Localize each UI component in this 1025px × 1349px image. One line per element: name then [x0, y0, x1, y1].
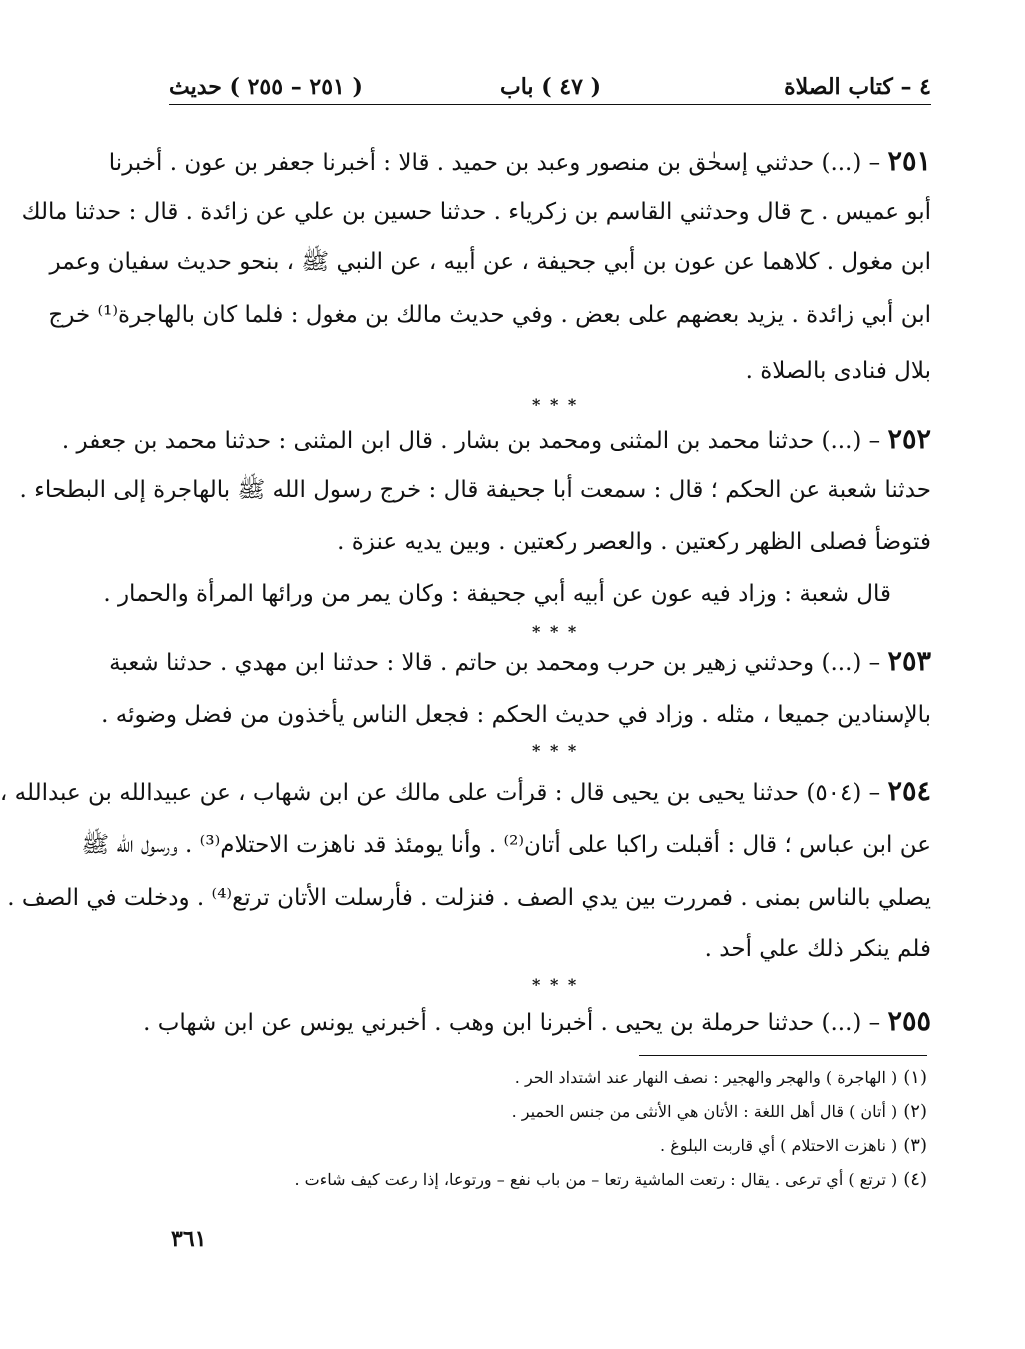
footnote: [169, 1164, 927, 1196]
page-number: ٣٦١: [171, 1226, 207, 1252]
footnote: [169, 1062, 927, 1094]
footnote-rule: [639, 1055, 927, 1056]
footnote-text: ( الهاجرة ) والهجر والهجير : نصف النهار عند اشتداد الحر .: [514, 1068, 898, 1087]
footnote: [169, 1096, 927, 1128]
header-rule: [169, 104, 931, 105]
text-line: ابن مغول . كلاهما عن عون بن أبي جحيفة ، عن أبيه ، عن النبي ﷺ ، بنحو حديث سفيان وعمر: [49, 249, 931, 275]
footnote-text: ( ترتع ) أي ترعى . يقال : رتعت الماشية رتعا – من باب نفع – ورتوعا، إذا رعت كيف شاءت .: [294, 1170, 898, 1189]
line-text: – (...) حدثني إسحٰق بن منصور وعبد بن حميد . قالا : أخبرنا جعفر بن عون . أخبرنا: [108, 150, 881, 176]
footnote-text: ( أتان ) قال أهل اللغة : الأتان هي الأنثى من جنس الحمير .: [511, 1102, 898, 1121]
hadith-number: ٢٥٤: [887, 776, 931, 807]
separator-stars: * * *: [532, 975, 579, 994]
separator-stars: * * *: [532, 741, 579, 760]
chapter-label: ( ٤٧ ) باب: [500, 74, 601, 100]
text-line: فلم ينكر ذلك علي أحد .: [704, 936, 931, 962]
footnote-number: (٤): [903, 1169, 927, 1190]
separator-stars: * * *: [532, 622, 579, 641]
line-text: – (...) وحدثني زهير بن حرب ومحمد بن حاتم . قالا : حدثنا ابن مهدي . حدثنا شعبة: [109, 650, 881, 676]
text-line: [108, 140, 931, 184]
line-text: – (...) حدثنا حرملة بن يحيى . أخبرنا ابن وهب . أخبرني يونس عن ابن شهاب .: [143, 1010, 881, 1036]
line-text: – (٥٠٤) حدثنا يحيى بن يحيى قال : قرأت على مالك عن ابن شهاب ، عن عبيدالله بن عبدالله ،: [0, 780, 881, 806]
text-line: بالإسنادين جميعا ، مثله . وزاد في حديث الحكم : فجعل الناس يأخذون من فضل وضوئه .: [101, 702, 931, 728]
text-line: حدثنا شعبة عن الحكم ؛ قال : سمعت أبا جحيفة قال : خرج رسول الله ﷺ بالهاجرة إلى البطحاء .: [19, 477, 931, 503]
text-line: قال شعبة : وزاد فيه عون عن أبيه أبي جحيفة : وكان يمر من ورائها المرأة والحمار .: [103, 581, 891, 607]
hadith-range: ( ٢٥١ – ٢٥٥ ) حديث: [169, 74, 363, 100]
line-text: – (...) حدثنا محمد بن المثنى ومحمد بن بشار . قال ابن المثنى : حدثنا محمد بن جعفر .: [61, 428, 881, 454]
text-line: عن ابن عباس ؛ قال : أقبلت راكبا على أتان⁽²⁾ . وأنا يومئذ قد ناهزت الاحتلام⁽³⁾ . ورسول الله ﷺ: [81, 832, 931, 858]
text-line: فتوضأ فصلى الظهر ركعتين . والعصر ركعتين . وبين يديه عنزة .: [337, 529, 931, 555]
text-line: [0, 770, 931, 814]
text-line: [109, 640, 931, 684]
footnote-number: (٢): [903, 1101, 927, 1122]
hadith-number: ٢٥٥: [887, 1006, 931, 1037]
book-title: ٤ – كتاب الصلاة: [784, 74, 931, 100]
running-header: [169, 74, 931, 104]
text-line: يصلي بالناس بمنى . فمررت بين يدي الصف . فنزلت . فأرسلت الأتان ترتع⁽⁴⁾ . ودخلت في الصف .: [7, 885, 931, 911]
text-line: بلال فنادى بالصلاة .: [745, 358, 931, 384]
hadith-number: ٢٥١: [887, 146, 931, 177]
footnote-text: ( ناهزت الاحتلام ) أي قاربت البلوغ .: [660, 1136, 898, 1155]
hadith-number: ٢٥٣: [887, 646, 931, 677]
text-line: [61, 418, 931, 462]
hadith-number: ٢٥٢: [887, 424, 931, 455]
footnote-number: (١): [903, 1067, 927, 1088]
text-line: ابن أبي زائدة . يزيد بعضهم على بعض . وفي حديث مالك بن مغول : فلما كان بالهاجرة⁽¹⁾ خرج: [48, 302, 931, 328]
footnote-number: (٣): [903, 1135, 927, 1156]
separator-stars: * * *: [532, 395, 579, 414]
footnote: [169, 1130, 927, 1162]
text-line: [143, 1000, 931, 1044]
text-line: أبو عميس . ح قال وحدثني القاسم بن زكرياء . حدثنا حسين بن علي عن زائدة . قال : حدثنا مالك: [21, 199, 931, 225]
